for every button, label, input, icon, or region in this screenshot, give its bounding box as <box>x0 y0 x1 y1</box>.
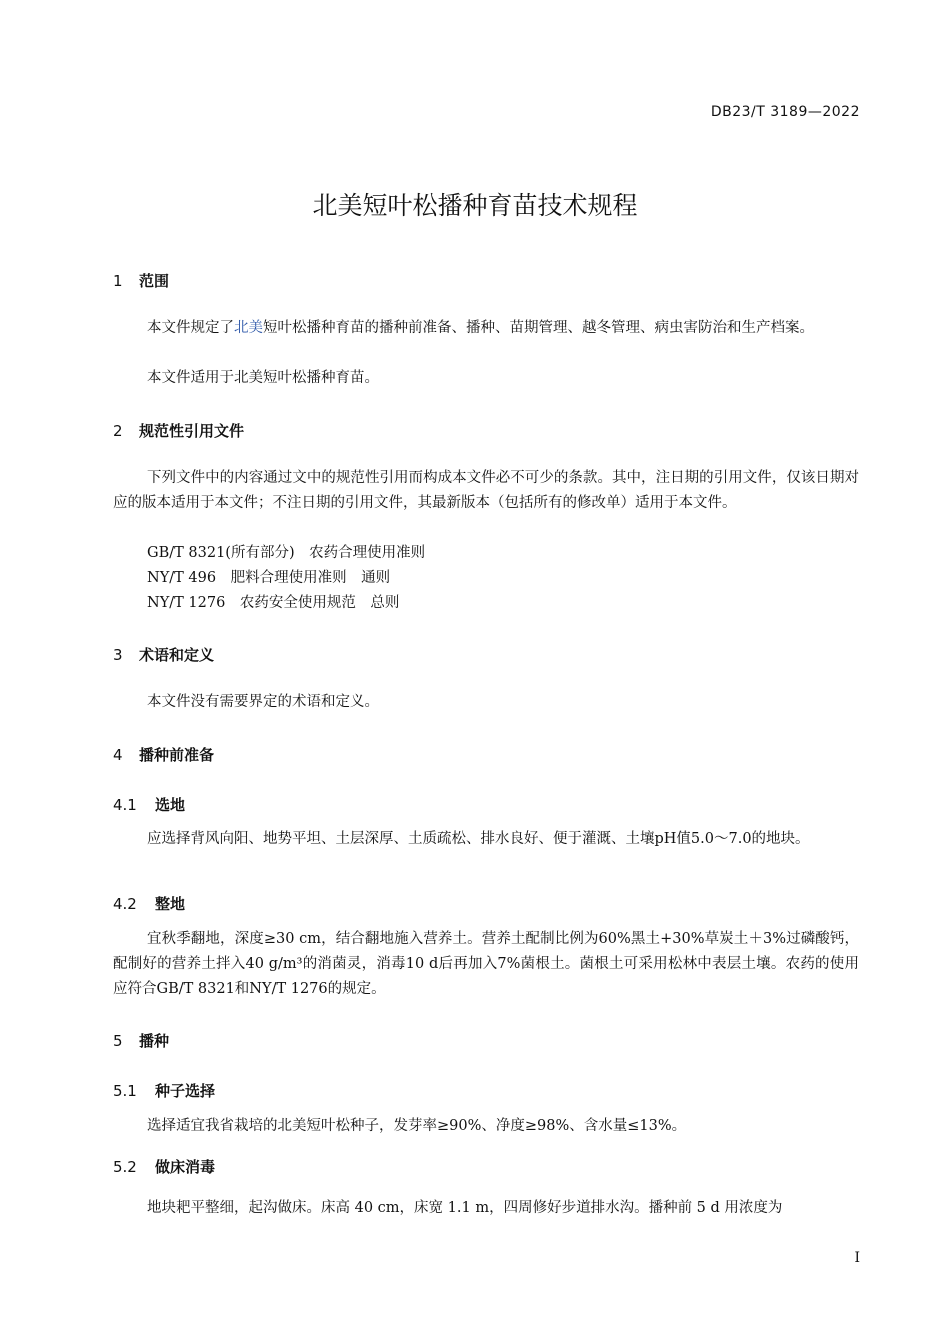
section-number: 2 <box>113 422 123 440</box>
highlighted-text: 北美 <box>234 320 263 336</box>
reference-item: NY/T 1276 农药安全使用规范 总则 <box>147 595 400 611</box>
seed-selection-paragraph: 选择适宜我省栽培的北美短叶松种子，发芽率≥90%、净度≥98%、含水量≤13%。 <box>147 1118 687 1134</box>
section-title: 播种 <box>139 1032 170 1050</box>
land-preparation-paragraph: 宜秋季翻地，深度≥30 cm，结合翻地施入营养土。营养土配制比例为60%黑土+30%草炭土＋3%过磷酸钙，配制好的营养土拌入40 g/m³的消菌灵，消毒10 d后再加入7%菌根土。菌根土可采用松林中表层土壤。农药的使用应符合GB/T 8321和NY/T 1276的规定。 <box>113 931 859 997</box>
section-number: 4 <box>113 746 123 764</box>
page-number: I <box>854 1250 860 1266</box>
section-number: 1 <box>113 272 123 290</box>
section-4-heading <box>113 744 214 765</box>
text-fragment: 本文件规定了 <box>147 320 234 336</box>
section-number: 3 <box>113 646 123 664</box>
section-2-heading <box>113 420 244 441</box>
section-title: 整地 <box>155 895 186 913</box>
reference-item: GB/T 8321(所有部分) 农药合理使用准则 <box>147 545 426 561</box>
bed-disinfection-paragraph: 地块耙平整细，起沟做床。床高 40 cm，床宽 1.1 m，四周修好步道排水沟。播种前 5 d 用浓度为 <box>147 1200 783 1216</box>
text-fragment: 短叶松播种育苗的播种前准备、播种、苗期管理、越冬管理、病虫害防治和生产档案。 <box>263 320 814 336</box>
standard-code: DB23/T 3189—2022 <box>710 104 860 120</box>
section-4-1-heading <box>113 794 185 815</box>
scope-paragraph-1 <box>113 316 859 341</box>
section-number: 5.2 <box>113 1158 137 1176</box>
section-title: 选地 <box>155 796 186 814</box>
section-title: 术语和定义 <box>139 646 215 664</box>
document-title: 北美短叶松播种育苗技术规程 <box>312 191 638 220</box>
section-title: 规范性引用文件 <box>139 422 245 440</box>
section-number: 4.2 <box>113 895 137 913</box>
section-5-heading <box>113 1030 169 1051</box>
reference-item: NY/T 496 肥料合理使用准则 通则 <box>147 570 391 586</box>
section-3-heading <box>113 644 214 665</box>
scope-paragraph-2: 本文件适用于北美短叶松播种育苗。 <box>147 370 379 386</box>
section-number: 4.1 <box>113 796 137 814</box>
references-paragraph: 下列文件中的内容通过文中的规范性引用而构成本文件必不可少的条款。其中，注日期的引用文件，仅该日期对应的版本适用于本文件；不注日期的引用文件，其最新版本（包括所有的修改单）适用于本文件。 <box>113 470 859 511</box>
section-5-2-heading <box>113 1156 215 1177</box>
section-title: 做床消毒 <box>155 1158 216 1176</box>
section-4-2-heading <box>113 893 185 914</box>
section-1-heading <box>113 270 169 291</box>
section-title: 范围 <box>139 272 170 290</box>
site-selection-paragraph: 应选择背风向阳、地势平坦、土层深厚、土质疏松、排水良好、便于灌溉、土壤pH值5.0～7.0的地块。 <box>147 831 810 847</box>
section-5-1-heading <box>113 1080 215 1101</box>
section-title: 种子选择 <box>155 1082 216 1100</box>
section-title: 播种前准备 <box>139 746 215 764</box>
terms-paragraph: 本文件没有需要界定的术语和定义。 <box>147 694 379 710</box>
section-number: 5 <box>113 1032 123 1050</box>
section-number: 5.1 <box>113 1082 137 1100</box>
